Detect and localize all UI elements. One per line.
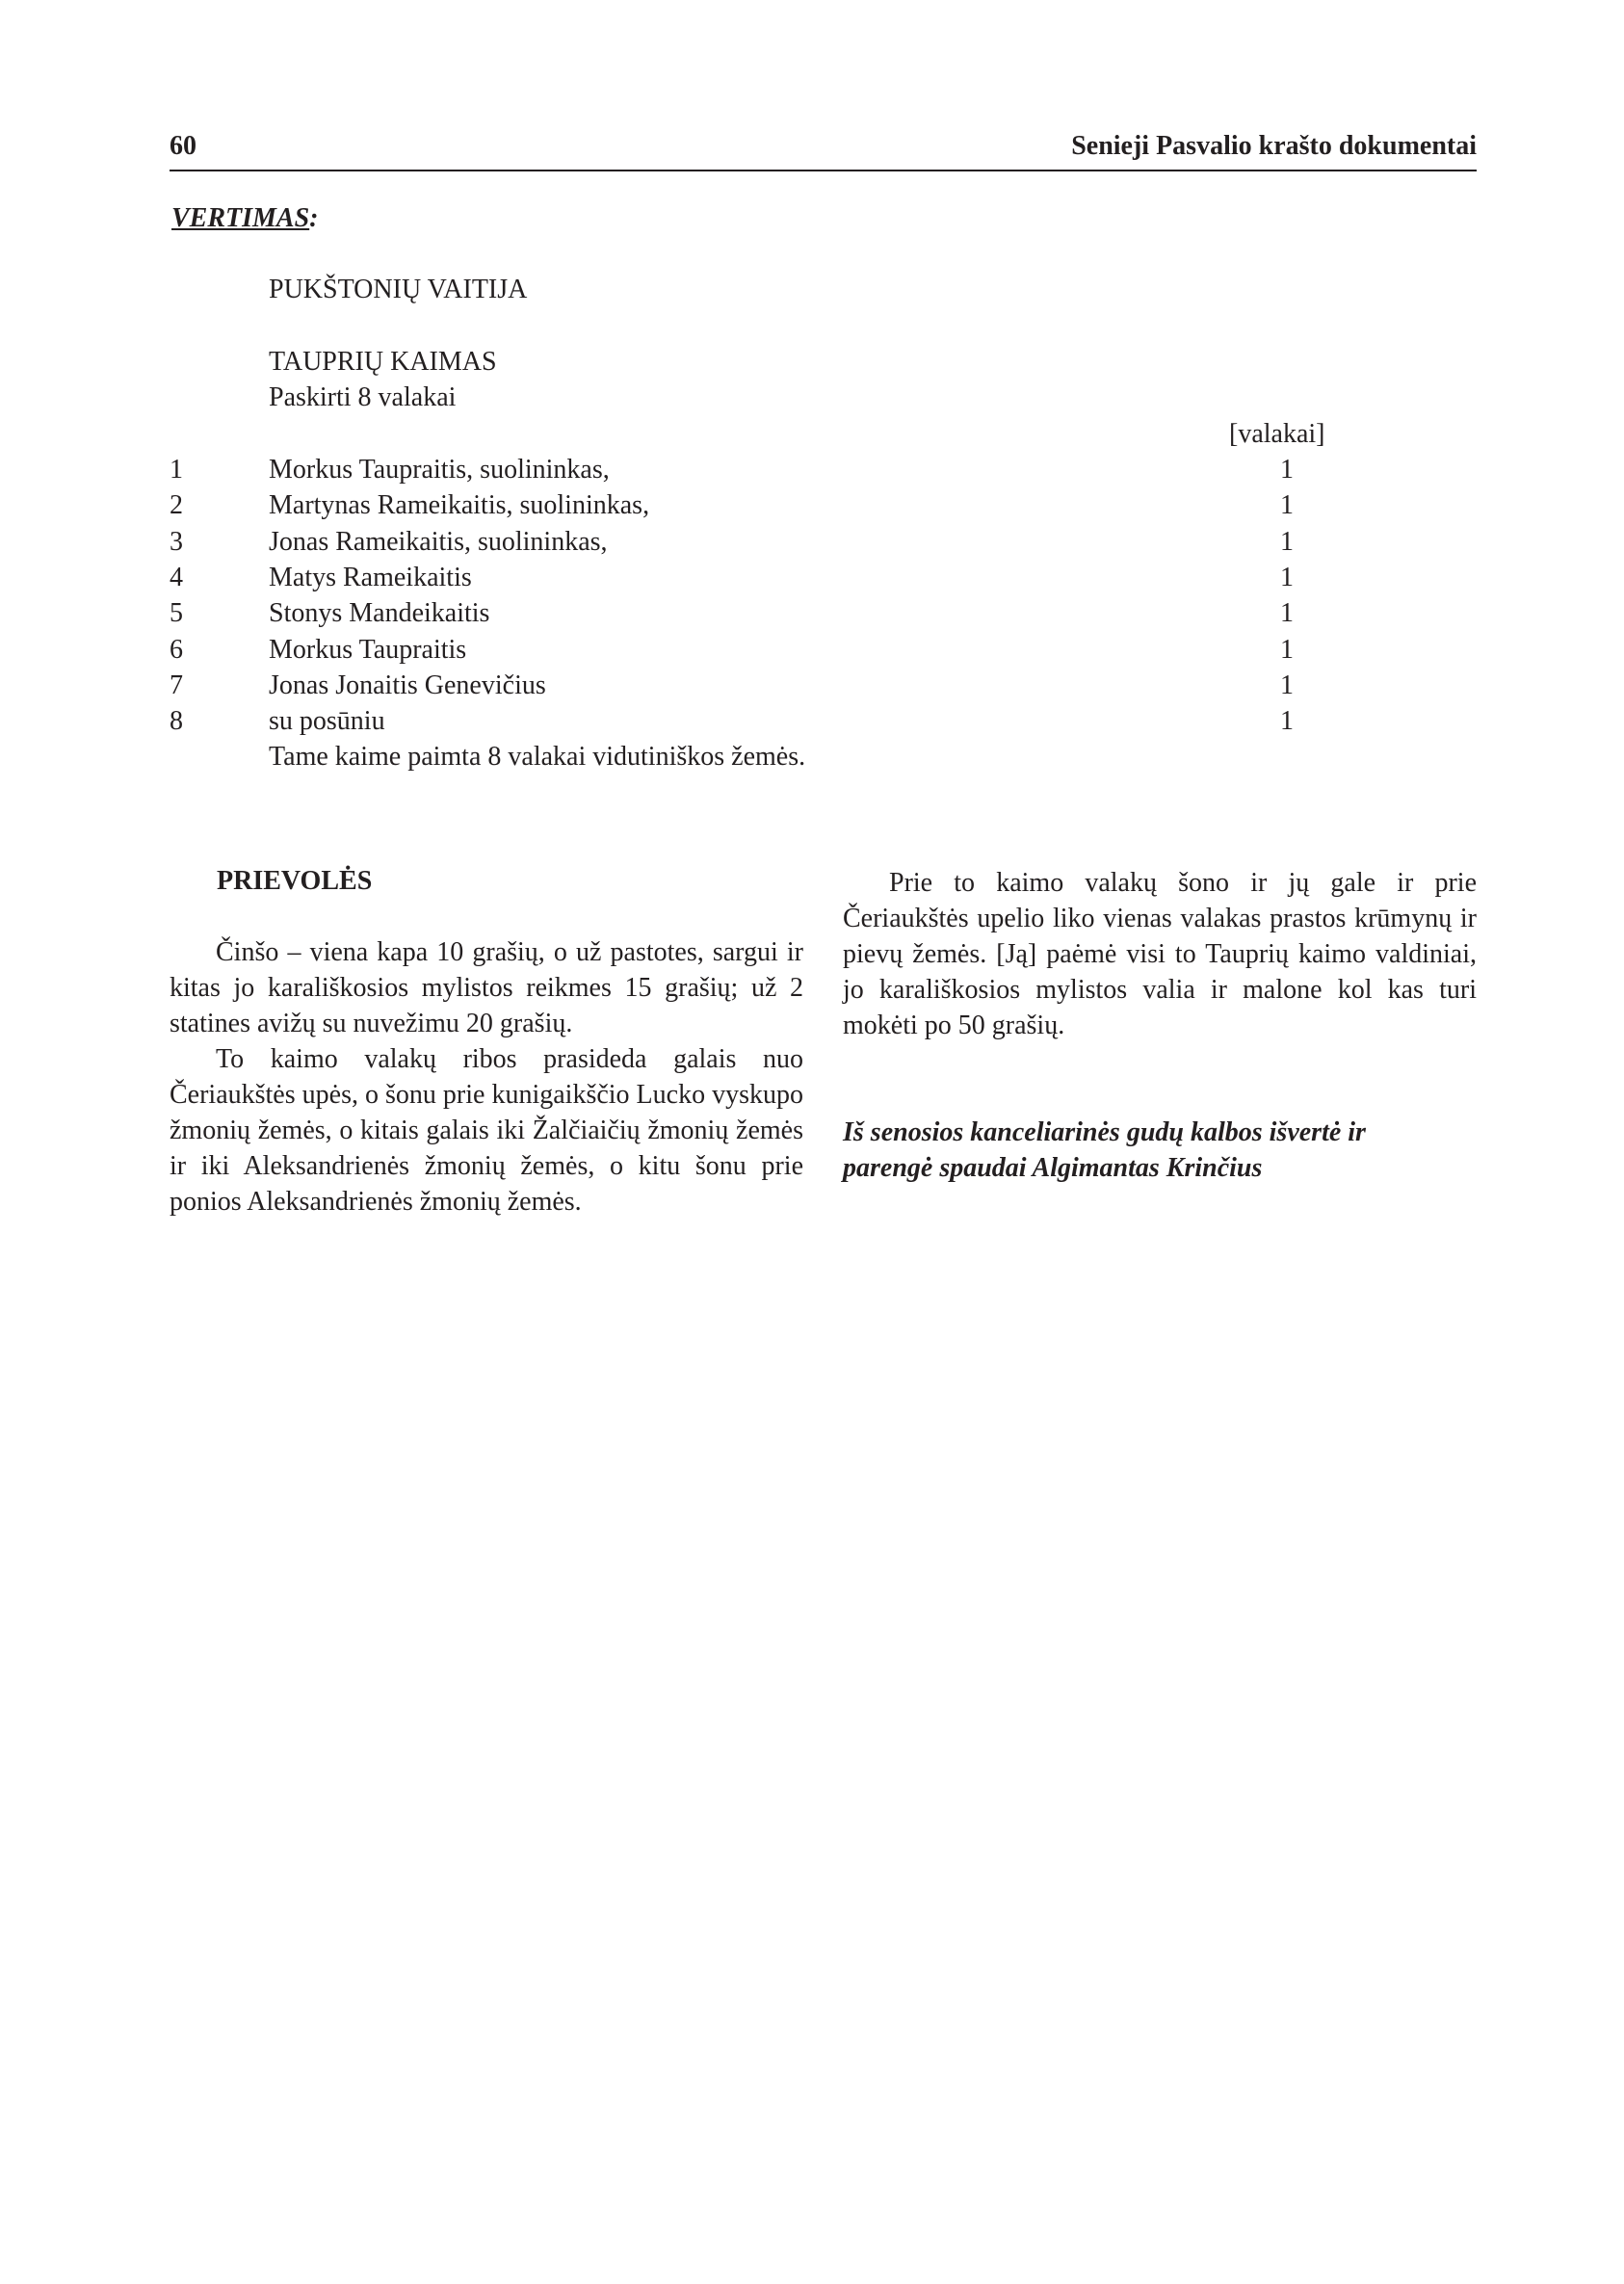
row-number: 2 [170,490,183,521]
list-item [170,452,1480,487]
column-header: [valakai] [1229,419,1325,449]
section-label [171,200,319,237]
page-number: 60 [170,131,196,161]
list-item [170,560,1480,595]
row-count: 1 [1280,598,1294,629]
village-heading: TAUPRIŲ KAIMAS [269,347,497,377]
row-number: 5 [170,598,183,629]
credit-line-2: parengė spaudai Algimantas Krinčius [843,1153,1263,1183]
row-number: 8 [170,706,183,737]
row-count: 1 [1280,490,1294,521]
row-name: Martynas Rameikaitis, suolininkas, [269,490,650,521]
paragraph: Činšo – viena kapa 10 grašių, o už pastotes, sargui ir kitas jo karališkosios mylistos reikmes 15 grašių; už 2 statines avižų su nuvežimu 20 grašių. [170,937,803,1038]
row-name: Morkus Taupraitis [269,634,467,665]
row-count: 1 [1280,455,1294,485]
row-number: 4 [170,562,183,592]
row-number: 7 [170,669,183,700]
running-title: Senieji Pasvalio krašto dokumentai [1071,131,1477,161]
left-column [170,934,803,1220]
list-item [170,524,1480,560]
row-count: 1 [1280,669,1294,700]
row-name: Jonas Rameikaitis, suolininkas, [269,526,608,557]
paragraph: Prie to kaimo valakų šono ir jų gale ir prie Čeriaukštės upelio liko vienas valakas prastos krūmynų ir pievų žemės. [Ją] paėmė visi to Tauprių kaimo valdiniai, jo karališkosios mylistos valia ir malone kol kas turi mokėti po 50 grašių. [843,868,1477,1040]
row-count: 1 [1280,526,1294,557]
list-item [170,703,1480,739]
section-label-text: VERTIMAS [171,203,310,233]
paragraph: To kaimo valakų ribos prasideda galais nuo Čeriaukštės upės, o šonu prie kunigaikščio Lucko vyskupo žmonių žemės, o kitais galais iki Žalčiaičių žmonių žemės ir iki Aleksandrienės žmonių žemės, o kitu šonu prie ponios Aleksandrienės žmonių žemės. [170,1044,803,1217]
summary-line: Tame kaime paimta 8 valakai vidutiniškos žemės. [269,742,806,772]
list-item [170,632,1480,668]
row-name: Jonas Jonaitis Genevičius [269,669,546,700]
obligations-heading: PRIEVOLĖS [217,866,373,896]
row-name: Stonys Mandeikaitis [269,598,490,629]
header-rule [170,170,1477,171]
list-item [170,668,1480,703]
row-count: 1 [1280,634,1294,665]
district-heading: PUKŠTONIŲ VAITIJA [269,275,528,304]
right-column [843,865,1477,1043]
list-item [170,487,1480,523]
row-name: Morkus Taupraitis, suolininkas, [269,455,610,485]
assigned-note: Paskirti 8 valakai [269,382,457,412]
list-item [170,595,1480,631]
row-name: Matys Rameikaitis [269,562,472,592]
translator-credit [843,1115,1477,1186]
row-number: 6 [170,634,183,665]
section-label-colon: : [309,203,319,233]
row-count: 1 [1280,706,1294,737]
row-name: su posūniu [269,706,385,737]
row-number: 1 [170,455,183,485]
row-count: 1 [1280,562,1294,592]
row-number: 3 [170,526,183,557]
credit-line-1: Iš senosios kanceliarinės gudų kalbos išvertė ir [843,1117,1366,1147]
